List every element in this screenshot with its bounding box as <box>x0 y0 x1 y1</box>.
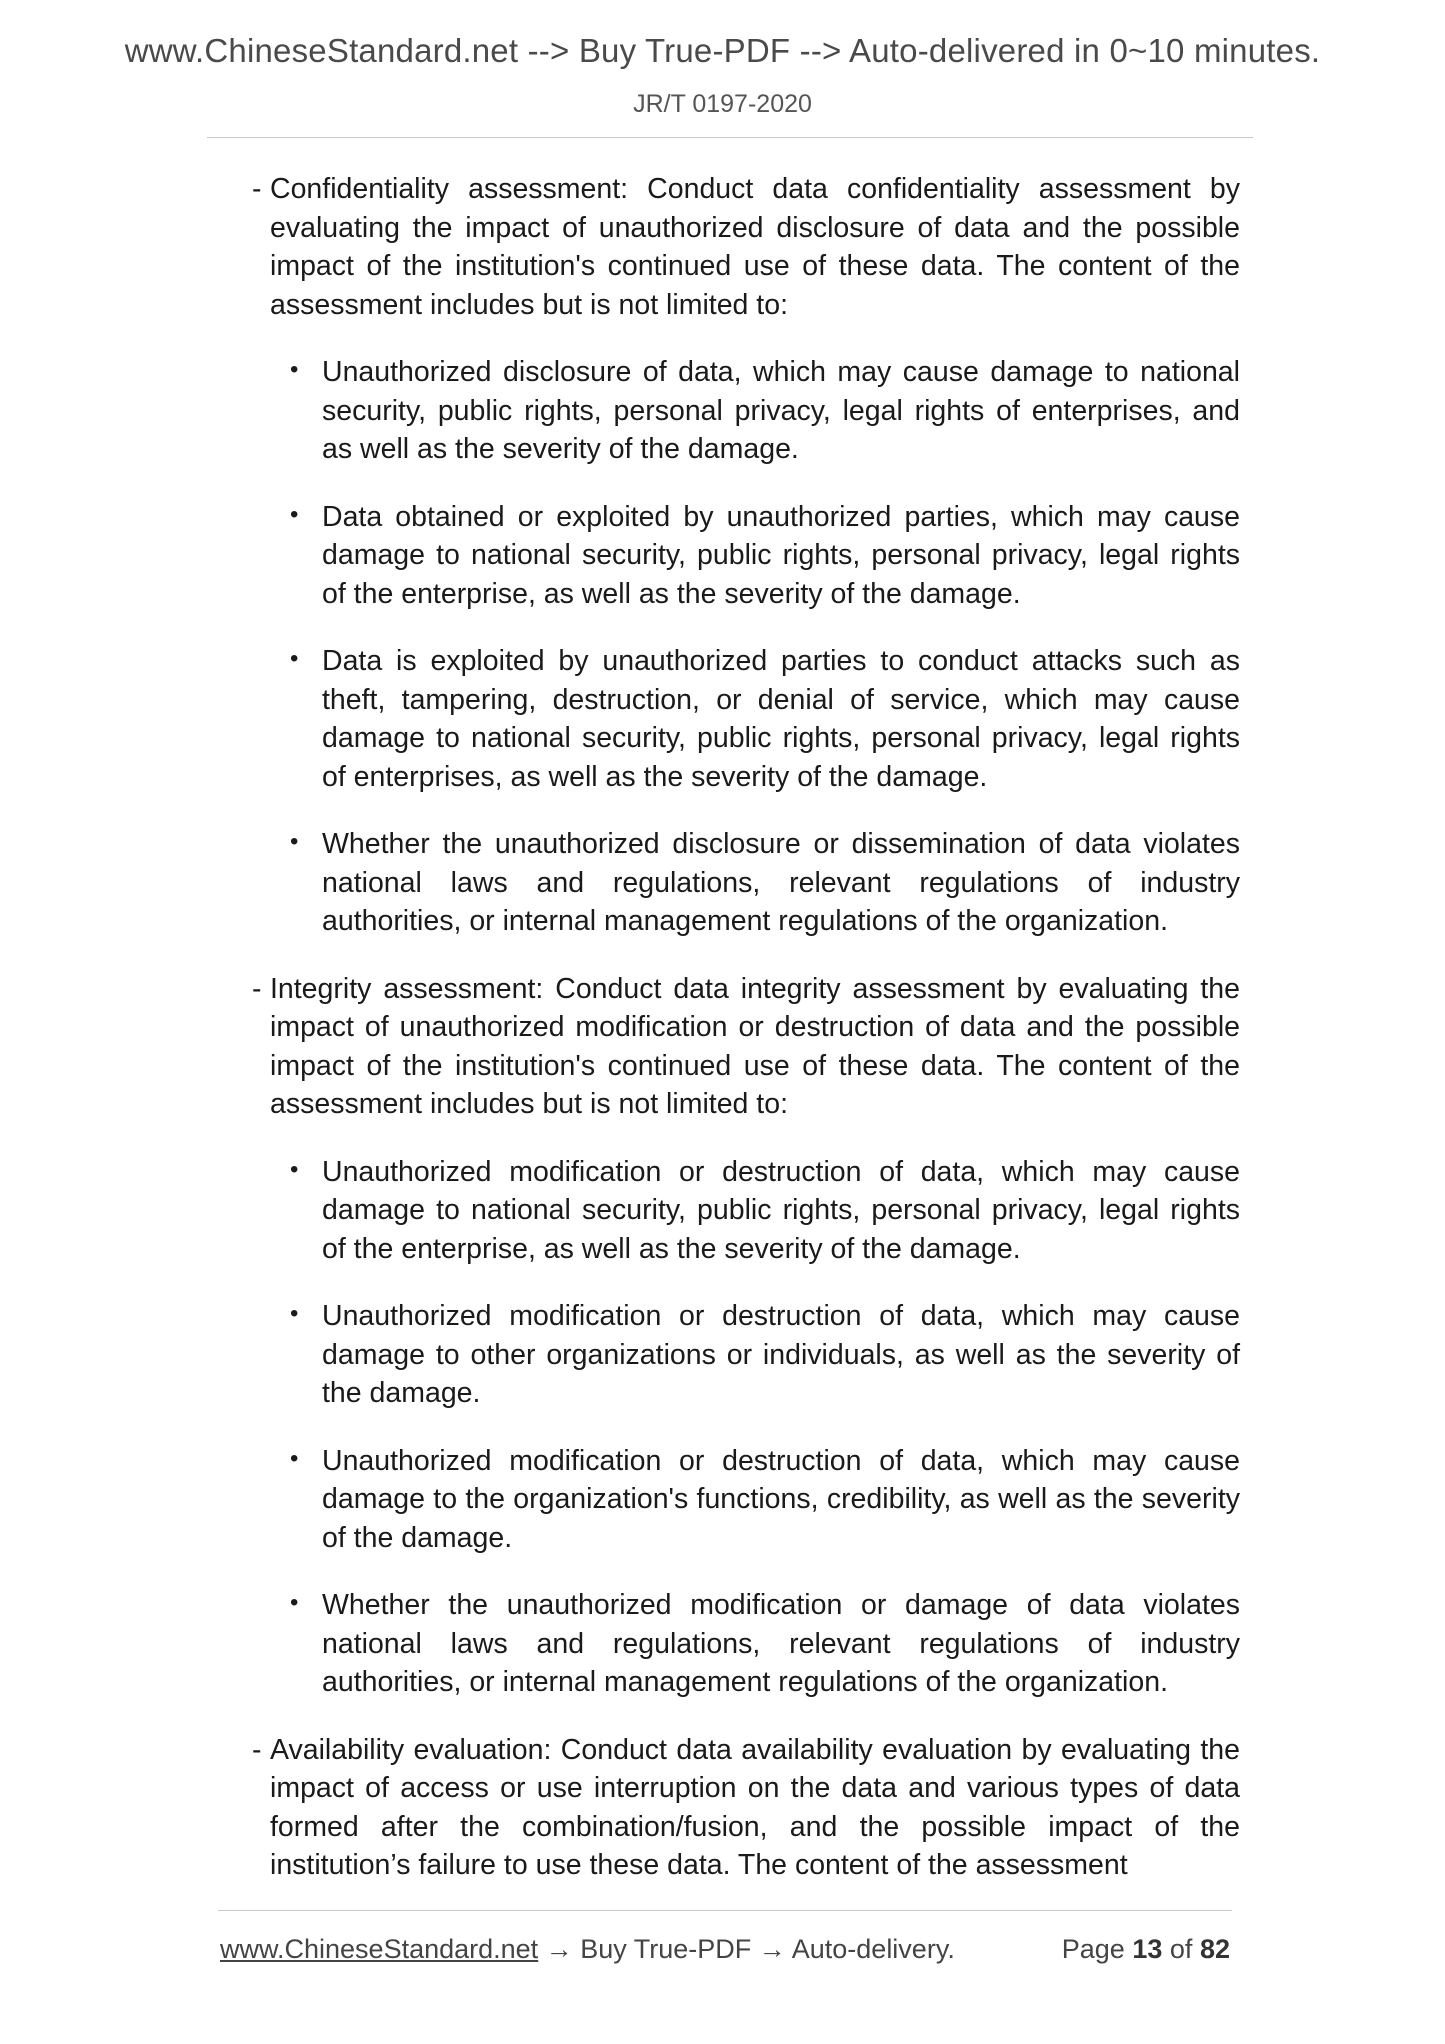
list-item <box>252 1297 1240 1413</box>
total-pages: 82 <box>1199 1934 1230 1964</box>
section-availability <box>252 1731 1240 1885</box>
bullet-icon: • <box>290 356 299 383</box>
integrity-bullet-list <box>252 1153 1240 1702</box>
bullet-text: Whether the unauthorized modification or damage of data violates national laws and regulations, relevant regulations of industry authorities, or internal management regulations of the organization. <box>322 1589 1240 1698</box>
list-dash: - <box>252 972 262 1005</box>
header-banner: www.ChineseStandard.net --> Buy True-PDF --> Auto-delivered in 0~10 minutes. <box>124 32 1321 69</box>
bullet-text: Unauthorized modification or destruction of data, which may cause damage to national security, public rights, personal privacy, legal rights of the enterprise, as well as the severity of the damage. <box>322 1155 1240 1265</box>
list-item <box>252 642 1240 796</box>
list-item <box>252 498 1240 614</box>
section-integrity <box>252 970 1240 1124</box>
footer-site-link[interactable]: www.ChineseStandard.net <box>220 1934 539 1964</box>
bullet-icon: • <box>290 1589 299 1616</box>
section-text: Integrity assessment: Conduct data integrity assessment by evaluating the impact of unauthorized modification or destruction of data and the possible impact of the institution's continued use of these data. The content of the assessment includes but is not limited to: <box>270 972 1240 1120</box>
list-item <box>252 1586 1240 1702</box>
document-code: JR/T 0197-2020 <box>633 90 812 118</box>
bullet-text: Data obtained or exploited by unauthorized parties, which may cause damage to national security, public rights, personal privacy, legal rights of the enterprise, as well as the severity of the damage. <box>322 500 1240 610</box>
bullet-text: Unauthorized modification or destruction of data, which may cause damage to the organization's functions, credibility, as well as the severity of the damage. <box>322 1444 1240 1554</box>
bullet-text: Unauthorized modification or destruction of data, which may cause damage to other organizations or individuals, as well as the severity of the damage. <box>322 1300 1240 1409</box>
page-footer <box>220 1934 1230 1965</box>
list-dash: - <box>252 173 262 205</box>
bullet-icon: • <box>290 828 299 855</box>
bullet-text: Whether the unauthorized disclosure or dissemination of data violates national laws and regulations, relevant regulations of industry authorities, or internal management regulations of the organization. <box>322 828 1240 937</box>
of-label: of <box>1169 1934 1193 1964</box>
confidentiality-bullet-list <box>252 353 1240 941</box>
list-dash: - <box>252 1733 262 1766</box>
list-item <box>252 353 1240 469</box>
bullet-icon: • <box>290 1300 299 1327</box>
list-item <box>252 1442 1240 1558</box>
list-item <box>252 1153 1240 1269</box>
bullet-text: Unauthorized disclosure of data, which may cause damage to national security, public rights, personal privacy, legal rights of enterprises, and as well as the severity of the damage. <box>322 356 1240 465</box>
bullet-icon: • <box>290 645 299 672</box>
header-divider <box>207 137 1253 138</box>
page-number: 13 <box>1132 1934 1163 1964</box>
list-item <box>252 825 1240 941</box>
section-confidentiality <box>252 170 1240 324</box>
bullet-icon: • <box>290 1155 299 1183</box>
page-label: Page <box>1061 1934 1125 1964</box>
page-content <box>252 170 1240 1914</box>
bullet-icon: • <box>290 500 299 528</box>
footer-divider <box>218 1910 1232 1911</box>
section-text: Confidentiality assessment: Conduct data confidentiality assessment by evaluating the impact of unauthorized disclosure of data and the possible impact of the institution's continued use of these data. The content of the assessment includes but is not limited to: <box>270 173 1240 321</box>
bullet-icon: • <box>290 1444 299 1472</box>
bullet-text: Data is exploited by unauthorized parties to conduct attacks such as theft, tampering, destruction, or denial of service, which may cause damage to national security, public rights, personal privacy, legal rights of enterprises, as well as the severity of the damage. <box>322 645 1240 793</box>
section-text: Availability evaluation: Conduct data availability evaluation by evaluating the impact of access or use interruption on the data and various types of data formed after the combination/fusion, and the possible impact of the institution’s failure to use these data. The content of the assessment <box>270 1733 1240 1881</box>
page-indicator <box>1062 1934 1230 1965</box>
footer-tagline: → Buy True-PDF → Auto-delivery. <box>538 1934 955 1964</box>
